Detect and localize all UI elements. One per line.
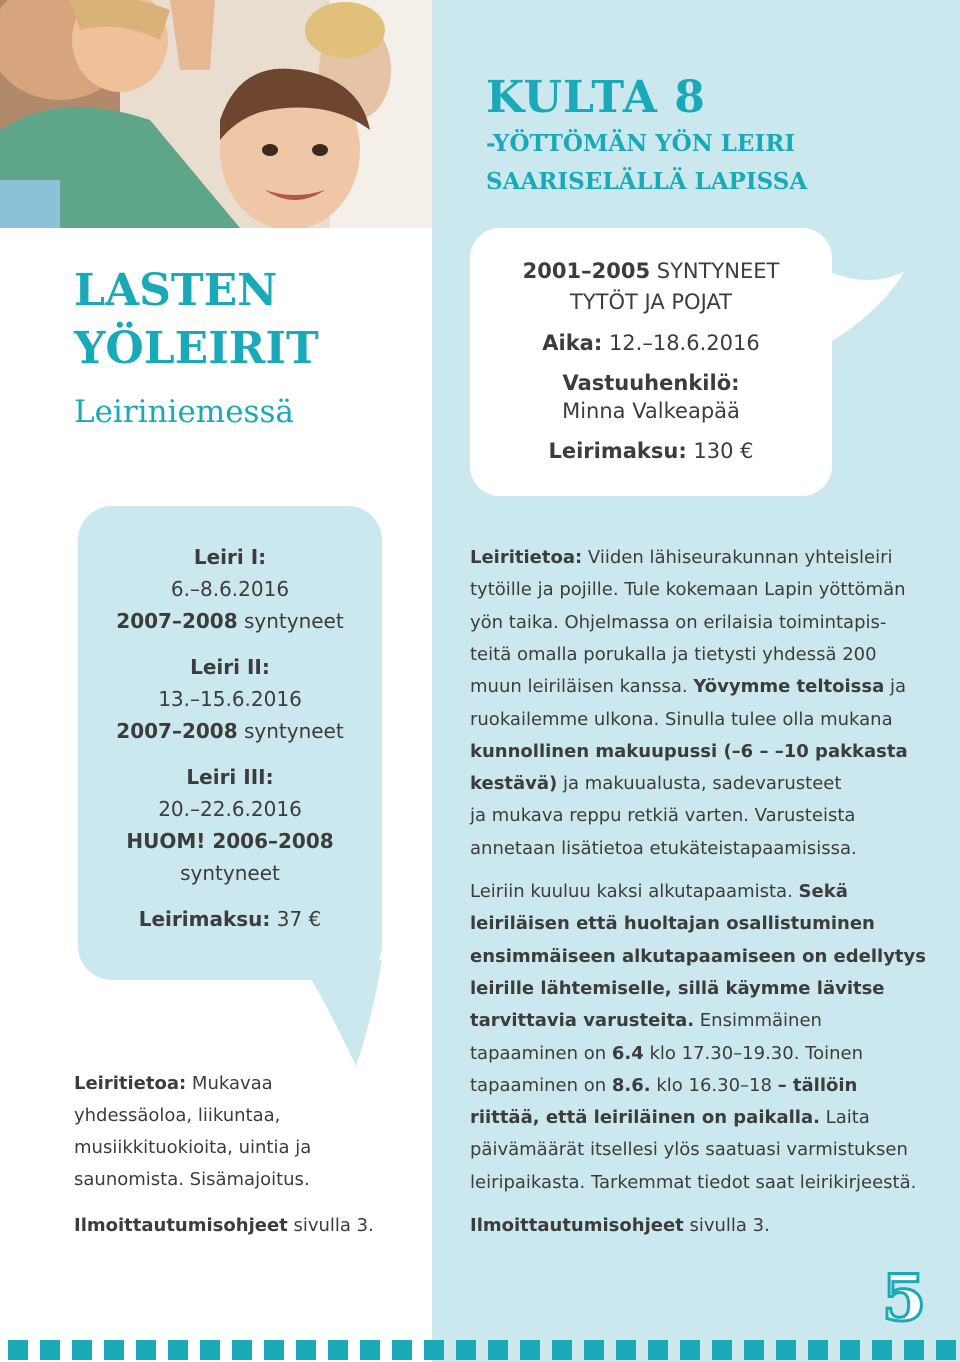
kulta-meeting-line (470, 1005, 822, 1037)
kulta-info-text: ja mukava reppu retkiä varten. Varusteista (470, 805, 856, 827)
kulta-meeting-text: Ensimmäinen (694, 1010, 822, 1032)
dash-square (424, 1340, 444, 1360)
page-number: 5 (881, 1261, 927, 1336)
kulta-info-line (470, 607, 886, 639)
kulta-leirimaksu (470, 436, 832, 466)
kulta-meeting-text: Sekä (798, 881, 848, 902)
dash-square (328, 1340, 348, 1360)
lasten-title-line-2: YÖLEIRIT (74, 323, 319, 374)
kulta-meeting-line (470, 908, 875, 940)
kulta-info-line (470, 671, 906, 703)
kulta-info-text: Viiden lähiseurakunnan yhteisleiri (582, 547, 893, 568)
dash-square (584, 1340, 604, 1360)
kulta-meeting-text: 8.6. (611, 1074, 651, 1096)
dash-square (840, 1340, 860, 1360)
kulta-meeting-text: tapaaminen on (470, 1042, 612, 1064)
kulta-meeting-text: leiripaikasta. Tarkemmat tiedot saat leirikirjeestä. (470, 1171, 917, 1193)
kulta-years (470, 256, 832, 286)
kulta-info-line (470, 574, 906, 606)
dash-square (264, 1340, 284, 1360)
kulta-meeting-line (470, 941, 926, 973)
dash-square (296, 1340, 316, 1360)
dash-square (72, 1340, 92, 1360)
camp2-years (78, 716, 382, 746)
kulta-meeting-text: klo 17.30–19.30. Toinen (643, 1042, 863, 1064)
dash-square (8, 1340, 28, 1360)
dash-square (168, 1340, 188, 1360)
kulta-meeting-text: 6.4 (611, 1042, 644, 1064)
dash-square (648, 1340, 668, 1360)
photo-illustration (0, 0, 432, 228)
kulta-info-line (470, 736, 908, 768)
camp1-label-text: Leiri I: (193, 545, 267, 569)
lasten-info-line (74, 1100, 280, 1132)
kulta-info-text: annetaan lisätietoa etukäteistapaamisissa. (470, 837, 857, 859)
dash-square (392, 1340, 412, 1360)
kulta-aika-value: 12.–18.6.2016 (602, 331, 760, 355)
kulta-meeting-text: leiriläisen että huoltajan osallistuminen (470, 913, 875, 935)
camp3-years (78, 826, 382, 856)
kulta-meeting-text: klo 16.30–18 (650, 1074, 778, 1096)
lasten-info-text: musiikkituokioita, uintia ja (74, 1137, 312, 1158)
lasten-info-text: Mukavaa (186, 1073, 273, 1094)
lasten-title-line-1: LASTEN (74, 265, 278, 316)
camp1-years-rest: syntyneet (237, 609, 344, 633)
camp3-label (78, 762, 382, 792)
kulta-meeting-line (470, 876, 848, 908)
kulta-meeting-text: – tällöin (777, 1074, 858, 1096)
lasten-leirimaksu (78, 904, 382, 934)
dash-square (456, 1340, 476, 1360)
kulta-info-line (470, 768, 841, 800)
kulta-signup-rest: sivulla 3. (683, 1215, 770, 1236)
dash-square (104, 1340, 124, 1360)
kulta-meeting-text: tapaaminen on (470, 1074, 612, 1096)
kulta-vastuu-label-text: Vastuuhenkilö: (562, 371, 740, 395)
dash-square (136, 1340, 156, 1360)
lasten-maksu-value: 37 € (270, 907, 322, 931)
photo-children (0, 0, 432, 228)
kulta-info-line (470, 704, 893, 736)
kulta-info-text: teitä omalla porukalla ja tietysti yhdessä 200 (470, 643, 877, 665)
kulta-meeting-text: tarvittavia varusteita. (470, 1010, 695, 1032)
kulta-aika-label: Aika: (542, 331, 603, 355)
dash-square (712, 1340, 732, 1360)
lasten-info-line (74, 1164, 310, 1196)
lasten-signup-rest: sivulla 3. (287, 1215, 374, 1236)
kulta-meeting-text: Laita (819, 1107, 870, 1129)
lasten-info-line (74, 1132, 311, 1164)
dash-square (776, 1340, 796, 1360)
dash-square (616, 1340, 636, 1360)
kulta-meeting-line (470, 1102, 870, 1134)
kulta-meeting-text: ensimmäiseen alkutapaamiseen on edellytys (470, 945, 926, 967)
dash-square (200, 1340, 220, 1360)
lasten-info-line (74, 1068, 273, 1100)
kulta-meeting-text: riittää, että leiriläinen on paikalla. (470, 1107, 820, 1129)
lasten-info-text: saunomista. Sisämajoitus. (74, 1169, 310, 1190)
kulta-aika (470, 328, 832, 358)
kulta-meeting-line (470, 1134, 908, 1166)
kulta-years-rest: SYNTYNEET (650, 259, 780, 283)
kulta-info-line (470, 542, 893, 574)
lasten-info-text: yhdessäoloa, liikuntaa, (74, 1105, 281, 1126)
kulta-info-text: kestävä) (470, 773, 558, 795)
dash-square (552, 1340, 572, 1360)
dash-square (360, 1340, 380, 1360)
lasten-maksu-label: Leirimaksu: (138, 907, 271, 931)
kulta-years-bold: 2001–2005 (522, 259, 651, 283)
dash-square (808, 1340, 828, 1360)
kulta-info-text: Yövymme teltoissa (693, 676, 885, 698)
dash-square (680, 1340, 700, 1360)
kulta-vastuu-label (470, 368, 832, 398)
kulta-info-text: ja makuualusta, sadevarusteet (557, 773, 842, 795)
camp3-years-rest: syntyneet (180, 861, 280, 885)
dash-square (520, 1340, 540, 1360)
kulta-signup (470, 1210, 770, 1242)
camp3-years-bold: 2006–2008 (205, 829, 334, 853)
dash-square (936, 1340, 956, 1360)
camp1-date: 6.–8.6.2016 (170, 577, 290, 601)
kulta-info-text: Leiritietoa: (470, 547, 583, 568)
camp3-label-text: Leiri III: (186, 765, 274, 789)
kulta-group: TYTÖT JA POJAT (570, 290, 732, 314)
dash-square (488, 1340, 508, 1360)
kulta-info-line (470, 800, 855, 832)
lasten-info-text: Leiritietoa: (74, 1073, 187, 1094)
dash-square (232, 1340, 252, 1360)
camp2-date: 13.–15.6.2016 (158, 687, 302, 711)
camp3-huom: HUOM! (126, 829, 206, 853)
kulta-title: KULTA 8 (486, 72, 706, 123)
camp1-label (78, 542, 382, 572)
kulta-info-line (470, 833, 857, 865)
dash-square (872, 1340, 892, 1360)
kulta-meeting-text: Leiriin kuuluu kaksi alkutapaamista. (470, 881, 799, 902)
camp1-years (78, 606, 382, 636)
lasten-signup-bold: Ilmoittautumisohjeet (74, 1215, 288, 1236)
kulta-info-text: yön taika. Ohjelmassa on erilaisia toimintapis- (470, 611, 887, 633)
kulta-info-line (470, 639, 877, 671)
dash-square (904, 1340, 924, 1360)
kulta-meeting-line (470, 973, 885, 1005)
kulta-info-text: ruokailemme ulkona. Sinulla tulee olla mukana (470, 708, 893, 730)
lasten-bubble-tail (290, 960, 390, 1070)
camp2-label (78, 652, 382, 682)
camp1-years-bold: 2007–2008 (116, 609, 238, 633)
kulta-meeting-text: päivämäärät itsellesi ylös saatuasi varmistuksen (470, 1139, 908, 1161)
kulta-meeting-text: leirille lähtemiselle, sillä käymme lävitse (470, 977, 885, 999)
lasten-subtitle: Leiriniemessä (74, 394, 294, 430)
kulta-maksu-label: Leirimaksu: (548, 439, 687, 463)
lasten-signup (74, 1210, 374, 1242)
kulta-meeting-line (470, 1167, 916, 1199)
kulta-vastuu-value: Minna Valkeapää (562, 399, 740, 423)
kulta-signup-bold: Ilmoittautumisohjeet (470, 1215, 684, 1236)
camp2-label-text: Leiri II: (190, 655, 270, 679)
kulta-subtitle-line-1: -YÖTTÖMÄN YÖN LEIRI (486, 130, 796, 157)
kulta-info-text: kunnollinen makuupussi (–6 – –10 pakkasta (470, 740, 908, 762)
kulta-info-text: muun leiriläisen kanssa. (470, 676, 694, 698)
camp3-date: 20.–22.6.2016 (158, 797, 302, 821)
kulta-info-text: ja (884, 676, 907, 698)
dash-square (40, 1340, 60, 1360)
camp2-years-bold: 2007–2008 (116, 719, 238, 743)
dash-square (744, 1340, 764, 1360)
kulta-meeting-line (470, 1070, 857, 1102)
kulta-meeting-line (470, 1038, 863, 1070)
kulta-info-text: tytöille ja pojille. Tule kokemaan Lapin yöttömän (470, 579, 906, 601)
dashed-bottom-border (0, 1338, 960, 1362)
kulta-maksu-value: 130 € (686, 439, 754, 463)
kulta-subtitle-line-2: SAARISELÄLLÄ LAPISSA (486, 168, 808, 195)
camp2-years-rest: syntyneet (237, 719, 344, 743)
